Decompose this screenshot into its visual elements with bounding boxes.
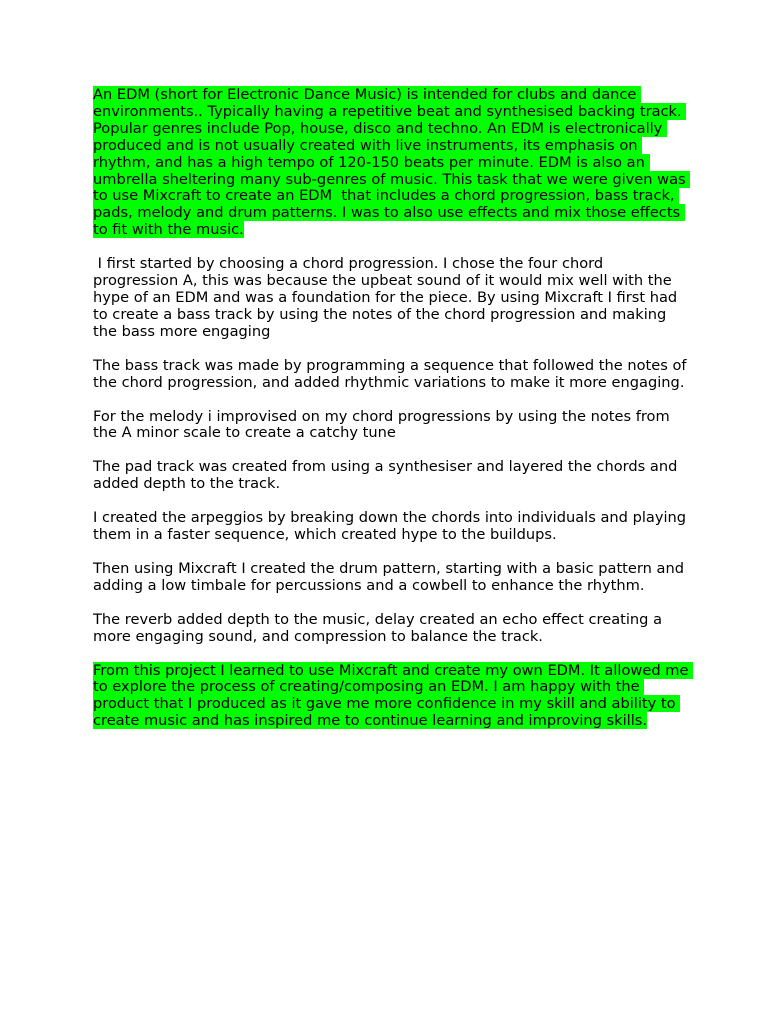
paragraph-bass-track: The bass track was made by programming a sequence that followed the notes of the chord progression, and added rhythmic variations to make it more engaging. [93,356,692,391]
paragraph-conclusion [93,663,693,731]
paragraph-melody: For the melody i improvised on my chord progressions by using the notes from the A minor scale to create a catchy tune [93,407,675,442]
highlighted-text: An EDM (short for Electronic Dance Music) is intended for clubs and dance environments.. Typically having a repetitive beat and synthesised backing track. Popular genres include Pop, house, disco and techno. An EDM is electronically produced and is not usually created with live instruments, its emphasis on rhythm, and has a high tempo of 120-150 beats per minute. EDM is also an umbrella sheltering many sub-genres of music. This task that we were given was to use Mixcraft to create an EDM that includes a chord progression, bass track, pads, melody and drum patterns. I was to also use effects and mix those effects to fit with the music. [93,86,691,239]
paragraph-pad-track: The pad track was created from using a synthesiser and layered the chords and added depth to the track. [93,458,682,493]
paragraph-effects: The reverb added depth to the music, delay created an echo effect creating a more engaging sound, and compression to balance the track. [93,610,667,645]
paragraph-chord-progression: I first started by choosing a chord progression. I chose the four chord progression A, this was because the upbeat sound of it would mix well with the hype of an EDM and was a foundation for the piece. By using Mixcraft I first had to create a bass track by using the notes of the chord progression and making the bass more engaging [93,255,682,340]
document-body [93,87,693,747]
paragraph-arpeggios: I created the arpeggios by breaking down the chords into individuals and playing them in a faster sequence, which created hype to the buildups. [93,509,691,544]
highlighted-text: From this project I learned to use Mixcraft and create my own EDM. It allowed me to explore the process of creating/composing an EDM. I am happy with the product that I produced as it gave me more confidence in my skill and ability to create music and has inspired me to continue learning and improving skills. [93,661,694,730]
paragraph-drum-pattern: Then using Mixcraft I created the drum pattern, starting with a basic pattern and adding a low timbale for percussions and a cowbell to enhance the rhythm. [93,559,689,594]
paragraph-intro [93,87,693,239]
